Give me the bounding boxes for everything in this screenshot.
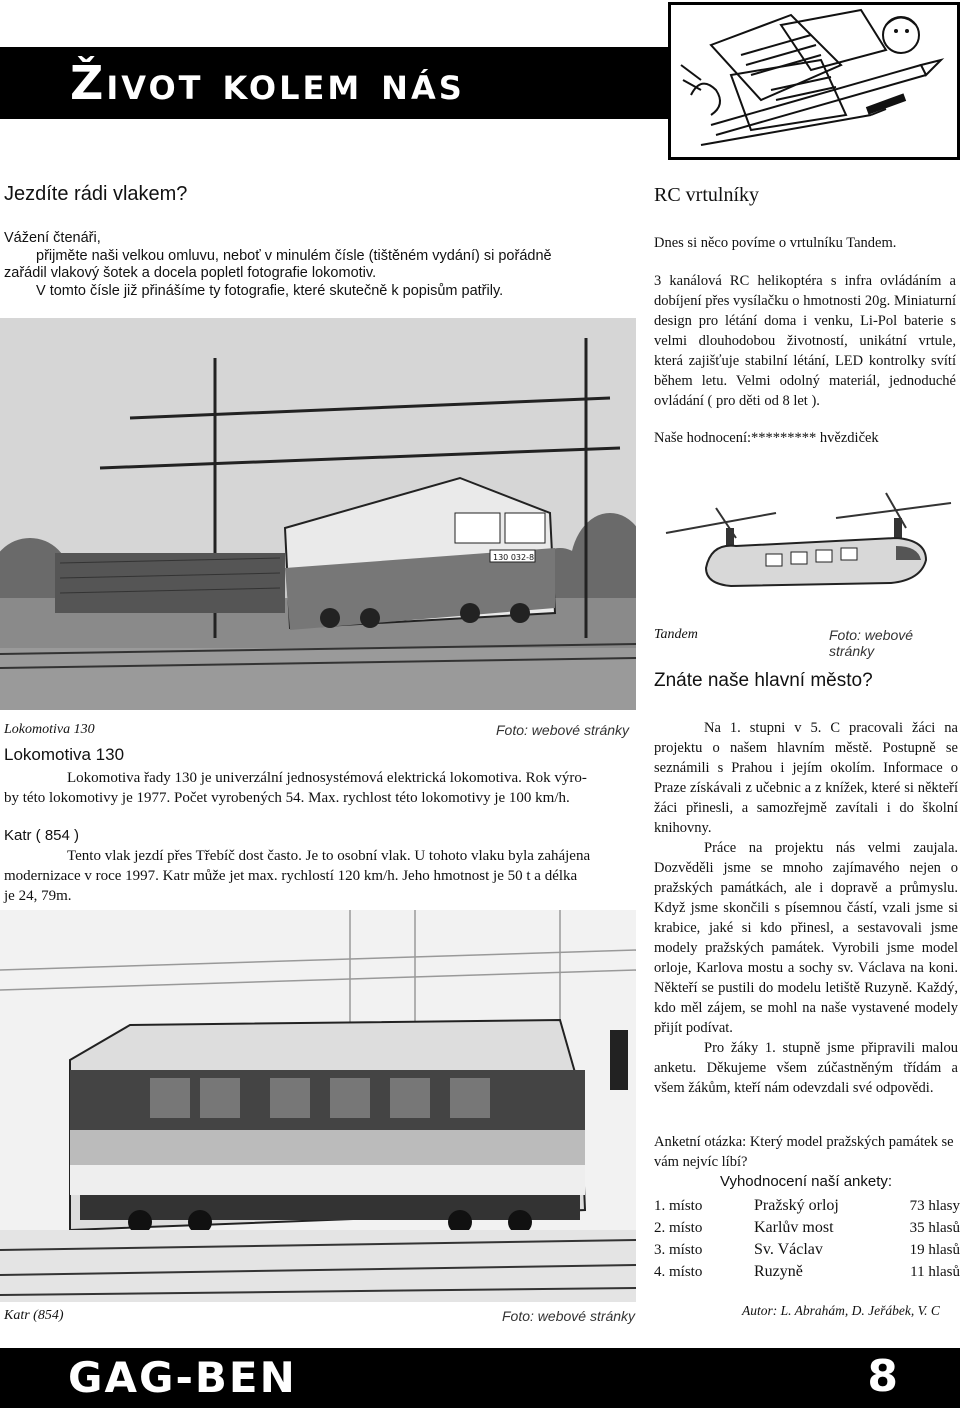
rc-rating: Naše hodnocení:********* hvězdiček: [654, 430, 879, 446]
poll-votes: 19 hlasů: [909, 1241, 960, 1258]
katr-854-photo: [0, 910, 636, 1302]
locomotive-text-line-2: by této lokomotivy je 1977. Počet vyrobených 54. Max. rychlost této lokomotivy je 100 km/h.: [4, 790, 570, 806]
poll-results: [654, 1195, 960, 1283]
poll-monument: Ruzyně: [754, 1263, 803, 1280]
photo2-caption: Katr (854): [4, 1308, 64, 1323]
poll-row: [654, 1217, 960, 1239]
poll-heading: Vyhodnocení naší ankety:: [720, 1173, 893, 1190]
katr-heading: Katr ( 854 ): [4, 827, 80, 844]
capital-paragraph-2: Práce na projektu nás velmi zaujala. Dozvěděli jsme se mnoho zajímavého nejen o pražských památkách, ale i dopravě a průmyslu. Když jsme skončili s písemnou částí, vzali jsme si krabice, jaké si kdo přinesl, a sestavovali jsme modely pražských památek. Vyrobili jsme model orloje, Karlova mostu a sochy sv. Václava na koni. Někteří se pustili do modelu letiště Ruzyně. Každý, kdo měl zájem, se mohl na naše vystavené modely přijít podívat.: [654, 840, 958, 1036]
apology-line-1: přijměte naši velkou omluvu, neboť v minulém čísle (tištěném vydání) si pořádně: [36, 247, 552, 264]
katr-text: [4, 846, 634, 906]
poll-place: 4. místo: [654, 1263, 703, 1280]
photo1-credit: Foto: webové stránky: [496, 722, 630, 738]
locomotive-130-heading: Lokomotiva 130: [4, 745, 125, 764]
locomotive-text-line-1: Lokomotiva řady 130 je univerzální jednosystémová elektrická lokomotiva. Rok výro-: [67, 770, 587, 786]
poll-monument: Karlův most: [754, 1219, 834, 1236]
poll-monument: Pražský orloj: [754, 1197, 839, 1214]
katr-text-line-2: modernizace v roce 1997. Katr může jet max. rychlostí 120 km/h. Jeho hmotnost je 50 t a délka: [4, 868, 578, 884]
rc-helicopters-heading: RC vrtulníky: [654, 184, 760, 206]
footer-banner: [0, 1348, 960, 1408]
section-title: Život kolem nás: [70, 56, 465, 110]
katr-text-line-1: Tento vlak jezdí přes Třebíč dost často. Je to osobní vlak. U tohoto vlaku byla zahájena: [67, 848, 591, 864]
capital-city-article: [654, 718, 958, 1098]
heli-caption: Tandem: [654, 627, 698, 642]
poll-monument: Sv. Václav: [754, 1241, 823, 1258]
apology-line-2: zařádil vlakový šotek a docela popletl fotografie lokomotiv.: [4, 265, 377, 281]
poll-votes: 35 hlasů: [909, 1219, 960, 1236]
locomotive-130-text: [4, 768, 634, 808]
locomotive-130-photo: [0, 318, 636, 710]
tandem-helicopter-image: [656, 488, 956, 608]
poll-question: Anketní otázka: Který model pražských památek se vám nejvíc líbí?: [654, 1134, 954, 1170]
poll-row: [654, 1239, 960, 1261]
page-number: 8: [867, 1351, 898, 1402]
rc-intro: Dnes si něco povíme o vrtulníku Tandem.: [654, 235, 897, 251]
poll-place: 1. místo: [654, 1197, 703, 1214]
capital-paragraph-3: Pro žáky 1. stupně jsme připravili malou anketu. Děkujeme všem zúčastněným třídám a všem žákům, kteří nám odevzdali své odpovědi.: [654, 1040, 958, 1096]
greeting: Vážení čtenáři,: [4, 230, 101, 246]
photo2-credit: Foto: webové stránky: [502, 1308, 636, 1324]
magazine-name: GAG-BEN: [68, 1353, 297, 1402]
locomotive-number: 130 032-8: [493, 553, 535, 562]
poll-row: [654, 1261, 960, 1283]
poll-votes: 73 hlasy: [909, 1197, 960, 1214]
heli-credit: Foto: webové stránky: [829, 627, 914, 659]
poll-place: 3. místo: [654, 1241, 703, 1258]
katr-text-line-3: je 24, 79m.: [4, 888, 72, 904]
apology-text: [4, 230, 624, 300]
photo1-caption: Lokomotiva 130: [4, 722, 95, 737]
apology-line-3: V tomto čísle již přinášíme ty fotografie, které skutečně k popisům patřily.: [36, 282, 504, 299]
header-banner: [0, 47, 668, 119]
article-title-trains: Jezdíte rádi vlakem?: [4, 183, 188, 205]
books-clipart: [668, 2, 960, 160]
capital-city-heading: Znáte naše hlavní město?: [654, 670, 873, 691]
authors: Autor: L. Abrahám, D. Jeřábek, V. C: [742, 1303, 940, 1318]
poll-votes: 11 hlasů: [910, 1263, 960, 1280]
rc-description: 3 kanálová RC helikoptéra s infra ovládáním a dobíjení přes vysílačku o hmotnosti 20g. Miniaturní design pro létání doma i venku, Li-Pol baterie s velmi dlouhodobou životností, unikátní vrtule, která zajišťuje stabilní létání, LED kontrolky svítí během letu. Velmi odolný materiál, jednoduché ovládání ( pro děti od 8 let ).: [654, 273, 956, 409]
poll-row: [654, 1195, 960, 1217]
capital-paragraph-1: Na 1. stupni v 5. C pracovali žáci na projektu o našem hlavním městě. Postupně se seznámili s Prahou i jejím okolím. Informace o Praze získávali z učebnic a z knížek, které si někteří žáci přinesli, a samozřejmě zavítali i do školní knihovny.: [654, 720, 958, 836]
poll-place: 2. místo: [654, 1219, 703, 1236]
